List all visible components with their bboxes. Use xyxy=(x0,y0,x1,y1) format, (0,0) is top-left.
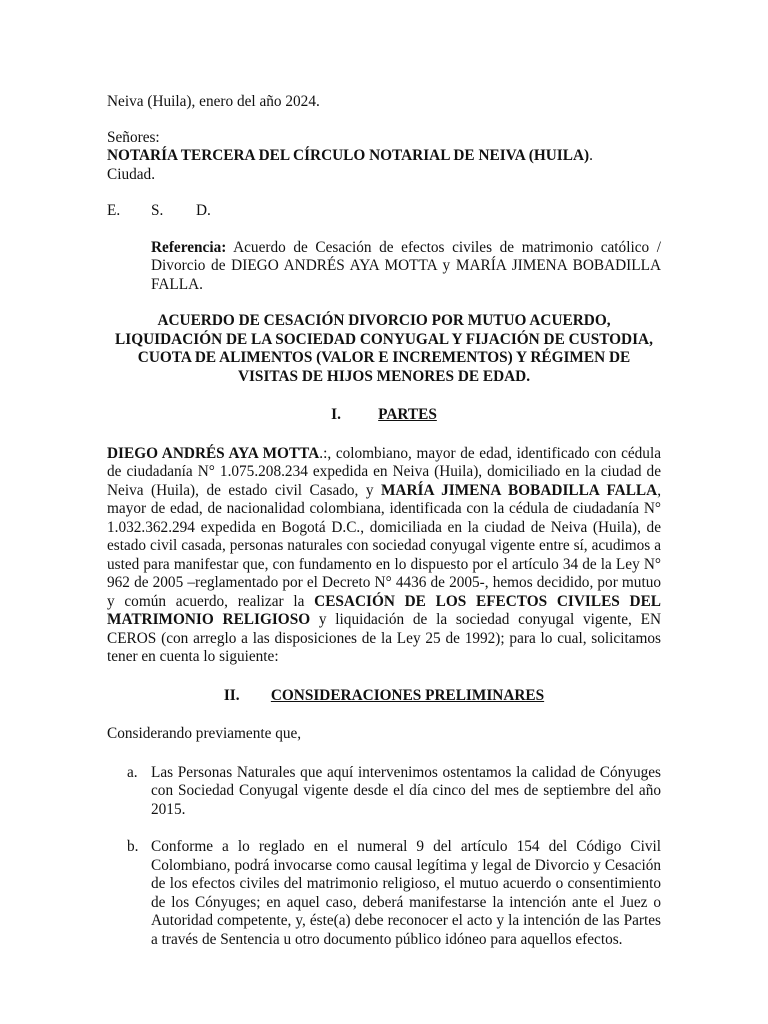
list-item xyxy=(127,764,661,820)
esd-d: D. xyxy=(196,202,211,219)
esd-e: E. xyxy=(107,202,121,219)
list-item xyxy=(127,838,661,949)
city-line: Ciudad. xyxy=(107,165,156,183)
recipient-name: NOTARÍA TERCERA DEL CÍRCULO NOTARIAL DE NEIVA (HUILA) xyxy=(107,147,590,164)
reference-text: Acuerdo de Cesación de efectos civiles de matrimonio católico / Divorcio de DIEGO ANDRÉS AYA MOTTA y MARÍA JIMENA BOBADILLA FALLA. xyxy=(151,238,661,293)
parties-text-1: .:, colombiano, mayor de edad, identificado con cédula de ciudadanía N° 1.075.208.234 expedida en Neiva (Huila), domiciliado en la ciudad de Neiva (Huila), de estado civil Casado, y xyxy=(107,444,661,499)
considerations-intro: Considerando previamente que, xyxy=(107,725,302,742)
list-marker: a. xyxy=(127,763,138,781)
esd-line xyxy=(107,202,661,221)
document-title: ACUERDO DE CESACIÓN DIVORCIO POR MUTUO ACUERDO, LIQUIDACIÓN DE LA SOCIEDAD CONYUGAL Y FIJACIÓN DE CUSTODIA, CUOTA DE ALIMENTOS (VALOR E INCREMENTOS) Y RÉGIMEN DE VISITAS DE HIJOS MENORES DE EDAD. xyxy=(115,312,653,385)
parties-text-3: y liquidación de la sociedad conyugal vigente, EN CEROS (con arreglo a las disposiciones de la Ley 25 de 1992); para lo cual, solicitamos tener en cuenta lo siguiente: xyxy=(107,611,661,665)
party-name-1: DIEGO ANDRÉS AYA MOTTA xyxy=(107,444,320,462)
section-number: II. xyxy=(223,686,240,704)
addressee-block xyxy=(107,129,661,185)
document-page xyxy=(107,93,661,968)
reference-block xyxy=(151,239,661,295)
list-item-text: Las Personas Naturales que aquí intervenimos ostentamos la calidad de Cónyuges con Sociedad Conyugal vigente desde el día cinco del mes de septiembre del año 2015. xyxy=(151,763,661,818)
esd-s: S. xyxy=(151,202,164,219)
parties-bold-phrase: CESACIÓN DE LOS EFECTOS CIVILES DEL MATRIMONIO RELIGIOSO xyxy=(107,592,661,628)
recipient-line xyxy=(107,147,661,166)
section-number: I. xyxy=(331,406,341,423)
reference-label: Referencia: xyxy=(151,238,227,256)
section-heading-partes xyxy=(107,406,661,425)
parties-text-2: , mayor de edad, de nacionalidad colombiana, identificada con la cédula de ciudadanía N° 1.032.362.294 expedida en Bogotá D.C., domiciliada en la ciudad de Neiva (Huila), de estado civil casada, personas naturales con sociedad conyugal vigente entre sí, acudimos a usted para manifestar que, con fundamento en lo dispuesto por el artículo 34 de la Ley N° 962 de 2005 –reglamentado por el Decreto N° 4436 de 2005-, hemos decidido, por mutuo y común acuerdo, realizar la xyxy=(107,481,662,610)
list-item-text: Conforme a lo reglado en el numeral 9 del artículo 154 del Código Civil Colombiano, podrá invocarse como causal legítima y legal de Divorcio y Cesación de los efectos civiles del matrimonio religioso, el mutuo acuerdo o consentimiento de los Cónyuges; en aquel caso, deberá manifestarse la intención ante el Juez o Autoridad competente, y, éste(a) debe reconocer el acto y la intención de las Partes a través de Sentencia u otro documento público idóneo para aquellos efectos. xyxy=(151,838,661,948)
section-label: CONSIDERACIONES PRELIMINARES xyxy=(270,686,545,704)
section-label: PARTES xyxy=(378,406,437,423)
parties-paragraph xyxy=(107,445,661,667)
party-name-2: MARÍA JIMENA BOBADILLA FALLA xyxy=(380,481,658,499)
section-heading-consideraciones xyxy=(107,687,661,706)
recipient-period: . xyxy=(589,147,593,164)
date-line: Neiva (Huila), enero del año 2024. xyxy=(107,93,320,110)
list-marker: b. xyxy=(127,838,139,855)
salutation: Señores: xyxy=(107,128,160,146)
